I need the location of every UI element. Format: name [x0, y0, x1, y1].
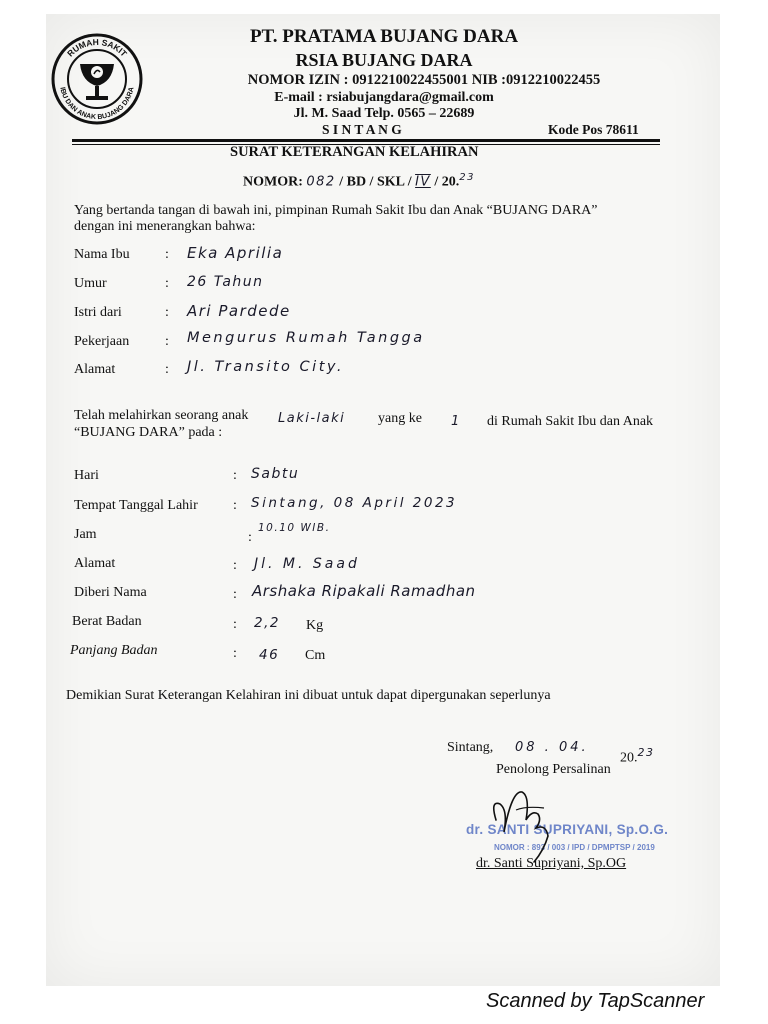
number-year: 23	[459, 172, 475, 183]
colon: :	[233, 468, 237, 483]
birth-gender-value: Laki-laki	[278, 411, 346, 426]
birth-weight-label: Berat Badan	[72, 614, 142, 629]
colon: :	[233, 587, 237, 602]
signature-place: Sintang,	[447, 740, 494, 755]
colon: :	[165, 305, 169, 320]
child-address-label: Alamat	[74, 556, 116, 571]
city-name: S I N T A N G	[322, 122, 402, 137]
colon: :	[165, 362, 169, 377]
occupation-value: Mengurus Rumah Tangga	[187, 330, 425, 346]
occupation-label: Pekerjaan	[74, 334, 130, 349]
mother-address-value: Jl. Transito City.	[187, 359, 344, 375]
closing-statement: Demikian Surat Keterangan Kelahiran ini dibuat untuk dapat dipergunakan seperlunya	[66, 688, 551, 703]
colon: :	[165, 276, 169, 291]
colon: :	[165, 334, 169, 349]
colon: :	[233, 558, 237, 573]
stamp-number: NOMOR : 893 / 003 / IPD / DPMPTSP / 2019	[494, 843, 655, 852]
birth-place-date-value: Sintang, 08 April 2023	[251, 495, 458, 511]
logo-top-text: RUMAH SAKIT	[65, 36, 129, 59]
mother-age-label: Umur	[74, 276, 107, 291]
document-number	[243, 172, 475, 191]
year-prefix: 20.	[620, 750, 638, 766]
birth-length-label: Panjang Badan	[70, 643, 158, 658]
birth-order-value: 1	[451, 414, 461, 429]
colon: :	[233, 646, 237, 661]
colon: :	[165, 247, 169, 262]
child-name-value: Arshaka Ripakali Ramadhan	[252, 582, 476, 600]
husband-label: Istri dari	[74, 305, 122, 320]
postcode: Kode Pos 78611	[548, 122, 639, 137]
birth-time-value: 10.10 WIB.	[258, 522, 331, 534]
birth-length-value: 46	[259, 647, 280, 663]
stamp-name: dr. SANTI SUPRIYANI, Sp.O.G.	[466, 822, 669, 837]
signature-year-prefix	[620, 746, 655, 767]
birth-length-unit: Cm	[305, 648, 326, 663]
number-roman: IV	[415, 174, 431, 190]
colon: :	[233, 498, 237, 513]
company-name: PT. PRATAMA BUJANG DARA	[249, 26, 519, 47]
colon: :	[248, 530, 252, 545]
scanner-watermark: Scanned by TapScanner	[486, 990, 705, 1012]
number-mid: / BD / SKL /	[339, 174, 412, 190]
child-name-label: Diberi Nama	[74, 585, 147, 600]
document-title: SURAT KETERANGAN KELAHIRAN	[230, 144, 479, 160]
birth-sentence-part2: yang ke	[378, 411, 422, 426]
birth-sentence-part3: di Rumah Sakit Ibu dan Anak	[487, 414, 654, 429]
birth-weight-value: 2,2	[254, 615, 280, 631]
child-address-value: Jl. M. Saad	[254, 556, 360, 572]
mother-name-value: Eka Aprilia	[187, 244, 284, 262]
birth-day-label: Hari	[74, 468, 99, 483]
number-prefix: NOMOR:	[243, 174, 303, 190]
address-line: Jl. M. Saad Telp. 0565 – 22689	[293, 106, 475, 121]
signature-role: Penolong Persalinan	[496, 762, 611, 777]
number-sep: / 20.	[434, 174, 460, 190]
doctor-name: dr. Santi Supriyani, Sp.OG	[476, 856, 627, 871]
number-value: 082	[306, 174, 336, 190]
husband-value: Ari Pardede	[187, 302, 291, 320]
logo-bottom-text: IBU DAN ANAK BUJANG DARA	[58, 86, 136, 122]
intro-line-2: dengan ini menerangkan bahwa:	[74, 219, 256, 234]
mother-address-label: Alamat	[74, 362, 116, 377]
hospital-name: RSIA BUJANG DARA	[295, 50, 473, 70]
mother-age-value: 26 Tahun	[187, 274, 264, 290]
email-line: E-mail : rsiabujangdara@gmail.com	[274, 90, 494, 105]
birth-sentence-line2: “BUJANG DARA” pada :	[74, 425, 223, 440]
signature-date: 08 . 04.	[515, 740, 589, 755]
mother-name-label: Nama Ibu	[74, 247, 130, 262]
birth-sentence-part1: Telah melahirkan seorang anak	[74, 408, 249, 423]
birth-time-label: Jam	[74, 527, 97, 542]
birth-day-value: Sabtu	[251, 466, 300, 482]
license-number: NOMOR IZIN : 0912210022455001 NIB :0912210022455	[247, 72, 601, 88]
intro-line-1: Yang bertanda tangan di bawah ini, pimpinan Rumah Sakit Ibu dan Anak “BUJANG DARA”	[74, 203, 598, 218]
birth-place-date-label: Tempat Tanggal Lahir	[74, 498, 198, 513]
colon: :	[233, 617, 237, 632]
birth-weight-unit: Kg	[306, 618, 324, 633]
header-rule-thick	[72, 139, 660, 142]
signature-year: 23	[637, 746, 655, 759]
